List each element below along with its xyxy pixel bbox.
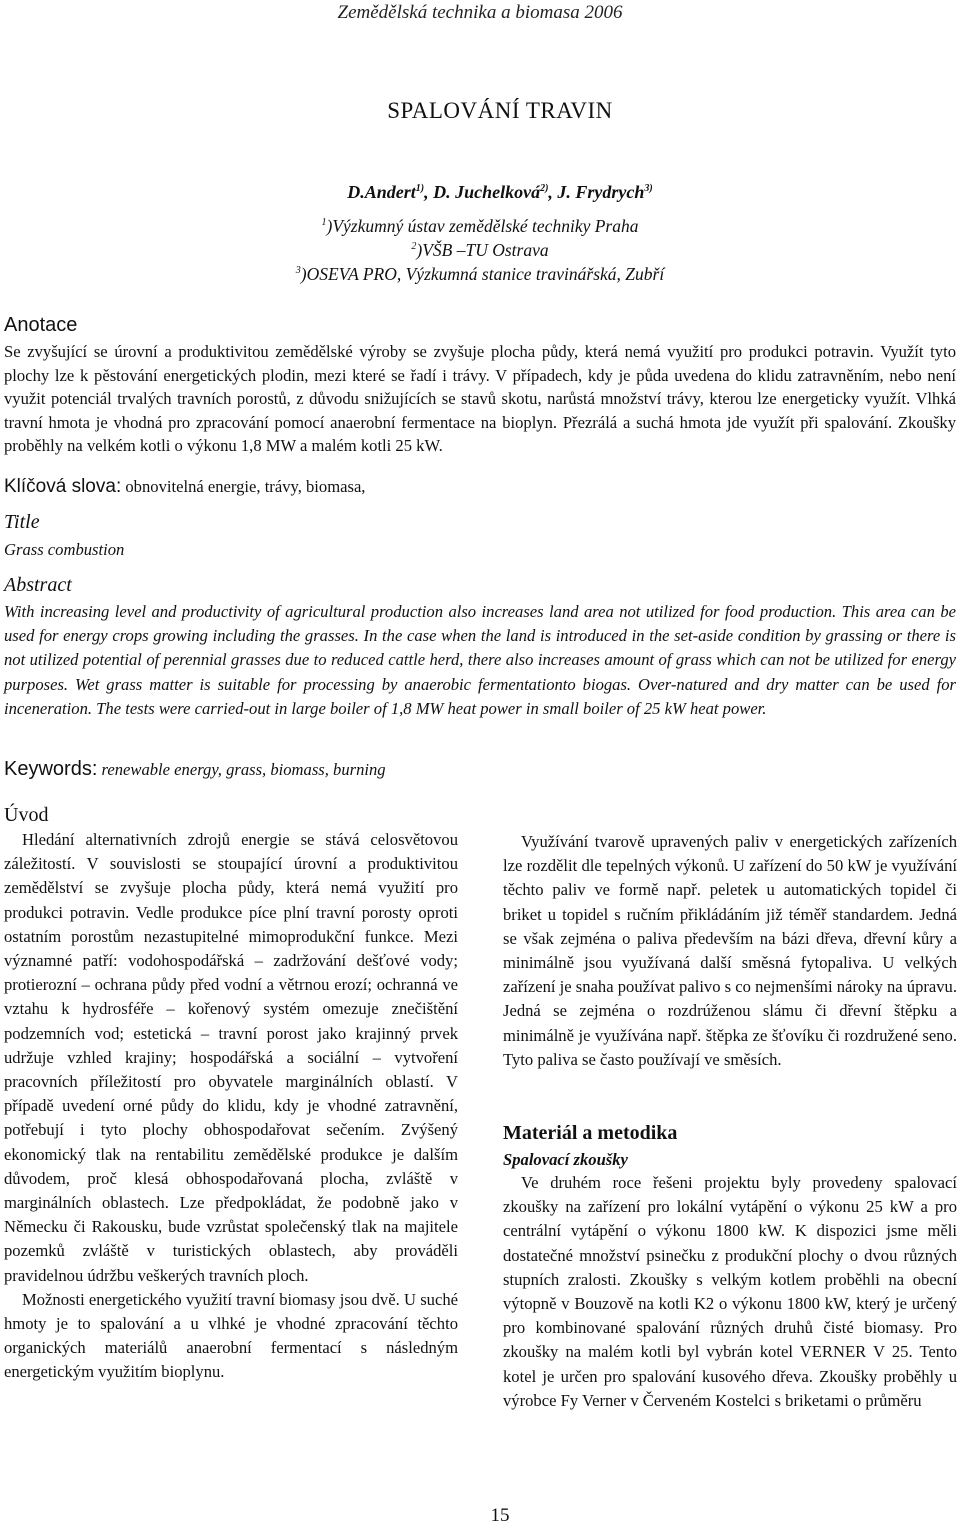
affiliation-3 xyxy=(0,264,960,285)
affiliation-1-text: )Výzkumný ústav zemědělské techniky Praha xyxy=(326,216,639,236)
running-header: Zemědělská technika a biomasa 2006 xyxy=(337,2,623,23)
authors-line xyxy=(0,182,960,203)
paper-title: SPALOVÁNÍ TRAVIN xyxy=(387,98,613,123)
right-column-intro xyxy=(503,830,957,1072)
affiliation-3-text: )OSEVA PRO, Výzkumná stanice travinářská, Zubří xyxy=(300,264,665,284)
affiliation-2-sup: 2 xyxy=(411,241,417,253)
material-subheading: Spalovací zkoušky xyxy=(503,1150,628,1169)
uvod-paragraph-2: Možnosti energetického využití travní biomasy jsou dvě. U suché hmoty je to spalování a u vlhké je vhodné zpracování těchto organických materiálů anaerobní fermentací s následným energetickým využitím bioplynu. xyxy=(4,1289,458,1382)
klicova-slova-line xyxy=(4,476,365,498)
title-en-value: Grass combustion xyxy=(4,540,125,559)
keywords-line xyxy=(4,758,386,781)
uvod-paragraph-1: Hledání alternativních zdrojů energie se stává celosvětovou záležitostí. V souvislosti se stoupající úrovní a produktivitou zemědělství se zvyšuje plocha půdy, která nemá využití pro produkci potravin. Vedle produkce píce plní travní porosty oproti ostatním porostům nezastupitelné mimoprodukční funkce. Mezi významné patří: vodohospodářská – zadržování dešťové vody; protierozní – ochrana půdy před vodní a větrnou erozí; ochranná ve vztahu k hydrosféře – kořenový systém omezuje znečištění podzemních vod; estetická – travní porost jako krajinný prvek udržuje vzhled krajiny; hospodářská a sociální – vytvoření pracovních příležitostí pro obyvatele marginálních oblastí. V případě uvedení orné půdy do klidu, kdy je vhodné zatravnění, potřebují i tyto plochy obhospodařovat sečením. Zvýšený ekonomický tlak na rentabilitu zemědělské produkce je dalším důvodem, proč klesá obhospodařovaná plocha, zvláště v marginálních oblastech. Lze předpokládat, že podobně jako v Německu či Rakousku, bude vzrůstat společenský tlak na majitele pozemků zvláště v turistických oblastech, aby prováděli pravidelnou údržbu veškerých travních ploch. xyxy=(4,830,458,1285)
affiliation-1 xyxy=(0,216,960,237)
title-en-heading: Title xyxy=(4,511,40,533)
material-heading: Materiál a metodika xyxy=(503,1122,678,1144)
right-paragraph-2: Ve druhém roce řešeni projektu byly provedeny spalovací zkoušky na zařízení pro lokální vytápění o výkonu 25 kW a pro centrální vytápění o výkonu 1800 kW. K dispozici jsme měli dostatečné množství psinečku z produkční plochy o dvou různých stupních zralosti. Zkoušky s velkým kotlem proběhli na obecní výtopně v Bouzově na kotli K2 o výkonu 1800 kW, který je určený pro kombinované spalování různých druhů čisté biomasy. Pro zkoušky na malém kotli byl vybrán kotel VERNER V 25. Tento kotel je určen pro spalování kusového dřeva. Zkoušky proběhly u výrobce Fy Verner v Červeném Kostelci s briketami o průměru xyxy=(503,1173,957,1410)
affiliation-1-sup: 1 xyxy=(321,217,327,229)
keywords-label: Keywords: xyxy=(4,758,98,780)
author-1-sup: 1) xyxy=(415,183,425,194)
page-number: 15 xyxy=(490,1505,510,1526)
right-paragraph-1: Využívání tvarově upravených paliv v energetických zařízeních lze rozdělit dle tepelných výkonů. U zařízení do 50 kW je využívání těchto paliv ve formě např. peletek u automatických topidel či briket u topidel s ručním přikládáním již téměř standardem. Jedná se však zejména o paliva především na bázi dřeva, dřevní kůry a minimálně jsou využívaná další směsná fytopaliva. U velkých zařízení je snaha používat palivo s co nejmenšími nároky na úpravu. Jedná se zejména o rozdrúženou slámu či dřevní štěpku a minimálně je využívána např. štěpka ze šťovíku či rozdružené seno. Tyto paliva se často používají ve směsích. xyxy=(503,832,957,1069)
right-column-material xyxy=(503,1171,957,1413)
uvod-heading: Úvod xyxy=(4,804,49,826)
author-3-sup: 3) xyxy=(644,183,653,194)
author-2: , D. Juchelková xyxy=(424,182,541,202)
anotace-heading: Anotace xyxy=(4,314,78,336)
author-1: D.Andert xyxy=(347,182,416,202)
affiliation-3-sup: 3 xyxy=(295,265,301,277)
klicova-slova-value: obnovitelná energie, trávy, biomasa, xyxy=(121,477,366,496)
affiliation-2 xyxy=(0,240,960,261)
keywords-value: renewable energy, grass, biomass, burning xyxy=(97,760,386,779)
klicova-slova-label: Klíčová slova: xyxy=(4,476,122,497)
author-2-sup: 2) xyxy=(540,183,549,194)
affiliation-2-text: )VŠB –TU Ostrava xyxy=(416,240,549,260)
uvod-column xyxy=(4,828,458,1385)
anotace-text: Se zvyšující se úrovní a produktivitou zemědělské výroby se zvyšuje plocha půdy, která nemá využití pro produkci potravin. Využít tyto plochy lze k pěstování energetických plodin, mezi které se řadí i trávy. V případech, kdy je půda uvedena do klidu zatravněním, nebo není využit potenciál trvalých travních porostů, z důvodu snižujících se stavů skotu, narůstá množství trávy, kterou lze energeticky využít. Vlhká travní hmota je vhodná pro zpracování pomocí anaerobní fermentace na bioplyn. Přezrálá a suchá hmota jde využít při spalování. Zkoušky proběhly na velkém kotli o výkonu 1,8 MW a malém kotli 25 kW. xyxy=(4,342,956,455)
abstract-heading: Abstract xyxy=(4,574,72,596)
abstract-text: With increasing level and productivity of agricultural production also increases land area not utilized for food production. This area can be used for energy crops growing including the grasses. In the case when the land is introduced in the set-aside condition by grassing or there is not utilized potential of perennial grasses due to reduced cattle herd, there also increases amount of grass which can not be utilized for energy purposes. Wet grass matter is suitable for processing by anaerobic fermentationto biogas. Over-natured and dry matter can be used for inceneration. The tests were carried-out in large boiler of 1,8 MW heat power in small boiler of 25 kW heat power. xyxy=(4,602,956,718)
author-3: , J. Frydrych xyxy=(548,182,645,202)
